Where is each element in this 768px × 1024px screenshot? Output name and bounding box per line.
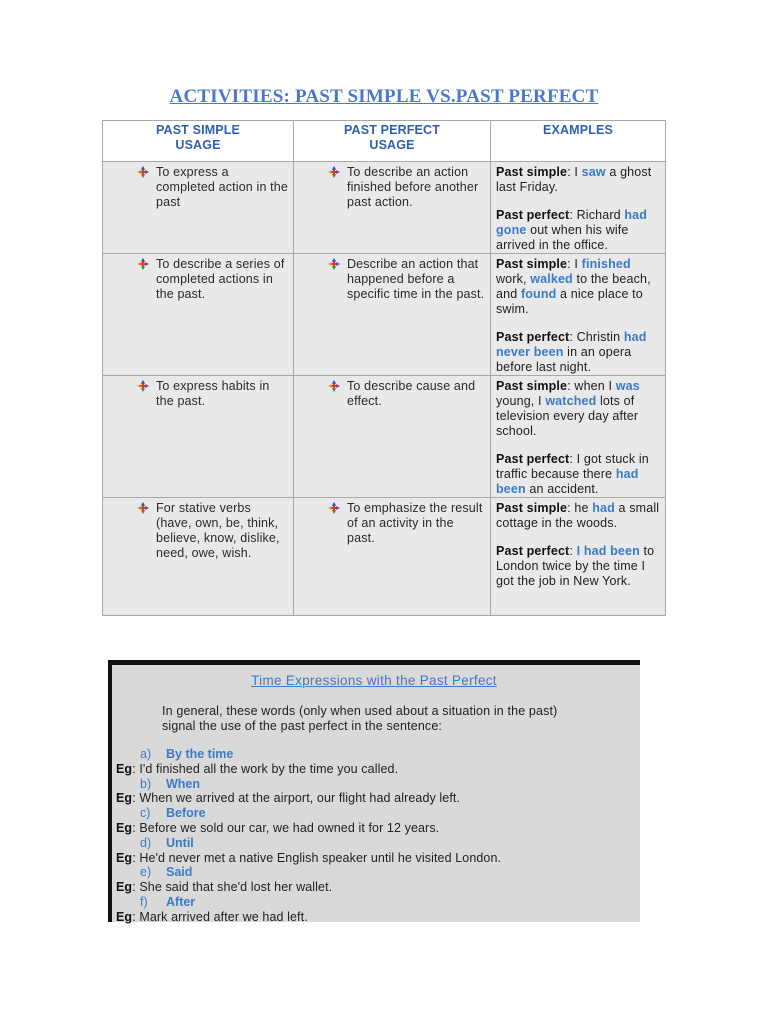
- time-expression-item: [112, 865, 640, 880]
- four-way-arrow-bullet-icon: [136, 501, 150, 515]
- past-simple-example-label: Past simple: [496, 379, 568, 393]
- past-perfect-example-label: Past perfect: [496, 208, 570, 222]
- expression-example: [112, 762, 640, 777]
- comparison-table: [102, 120, 666, 616]
- four-way-arrow-bullet-icon: [136, 165, 150, 179]
- example-text: : Christin: [569, 330, 624, 344]
- example-text: in an opera before last night.: [496, 345, 632, 374]
- example-spacer: [496, 195, 660, 208]
- time-expressions-panel: [108, 660, 640, 922]
- expression-letter: d): [140, 835, 152, 850]
- panel-title: Time Expressions with the Past Perfect: [251, 673, 497, 688]
- eg-sentence: : Before we sold our car, we had owned it for 12 years.: [132, 820, 440, 835]
- expression-letter: a): [140, 747, 152, 761]
- past-simple-usage-cell-bullet: [108, 257, 288, 302]
- four-way-arrow-bullet-icon: [136, 379, 150, 393]
- eg-label: Eg: [116, 850, 133, 865]
- expression-phrase: After: [166, 894, 196, 909]
- past-simple-example: [496, 165, 660, 195]
- expression-letter: e): [140, 865, 152, 880]
- past-perfect-example: [496, 544, 660, 589]
- past-simple-usage-cell-bullet: [108, 501, 288, 561]
- highlighted-verb: finished: [581, 257, 631, 271]
- past-simple-usage-cell-text: For stative verbs (have, own, be, think, believe, know, dislike, need, owe, wish.: [156, 501, 280, 560]
- eg-label: Eg: [116, 761, 133, 776]
- header-past-perfect-line2: USAGE: [369, 138, 415, 152]
- past-perfect-usage-cell-text: To emphasize the result of an activity in the past.: [347, 501, 483, 545]
- highlighted-verb: saw: [581, 165, 606, 179]
- table-row: [103, 376, 666, 498]
- example-text: : he: [567, 501, 593, 515]
- example-text: : I: [567, 165, 582, 179]
- past-perfect-usage-cell: [294, 376, 491, 498]
- examples-cell: [491, 376, 666, 498]
- past-perfect-usage-cell-bullet: [299, 257, 485, 302]
- eg-label: Eg: [116, 909, 133, 924]
- expression-phrase: Said: [166, 865, 193, 880]
- highlighted-verb: had: [592, 501, 615, 515]
- eg-sentence: : He'd never met a native English speaker until he visited London.: [132, 850, 502, 865]
- example-text: :: [569, 544, 577, 558]
- examples-cell: [491, 498, 666, 616]
- past-simple-example: [496, 257, 660, 317]
- four-way-arrow-bullet-icon: [136, 257, 150, 271]
- past-simple-usage-cell: [103, 376, 294, 498]
- example-text: : I: [567, 257, 582, 271]
- example-text: young, I: [496, 394, 546, 408]
- header-past-perfect-usage: [294, 121, 491, 162]
- past-simple-example: [496, 501, 660, 531]
- header-past-perfect-line1: PAST PERFECT: [343, 123, 441, 137]
- example-text: a ghost last Friday.: [496, 165, 652, 194]
- past-perfect-usage-cell-text: To describe an action finished before another past action.: [347, 165, 479, 209]
- time-expression-item: [112, 836, 640, 851]
- past-perfect-usage-cell-text: Describe an action that happened before a specific time in the past.: [347, 257, 485, 301]
- example-text: : Richard: [569, 208, 625, 222]
- highlighted-verb: watched: [545, 394, 597, 408]
- header-past-simple-usage: [103, 121, 294, 162]
- time-expression-item: [112, 806, 640, 821]
- four-way-arrow-bullet-icon: [327, 165, 341, 179]
- past-perfect-usage-cell-bullet: [299, 165, 485, 210]
- past-simple-usage-cell-bullet: [108, 165, 288, 210]
- past-simple-example-label: Past simple: [496, 501, 568, 515]
- highlighted-verb: had gone: [496, 208, 648, 237]
- expression-example: [112, 791, 640, 806]
- past-perfect-usage-cell-bullet: [299, 501, 485, 546]
- example-text: to the beach, and: [496, 272, 651, 301]
- past-simple-example: [496, 379, 660, 439]
- expression-example: [112, 880, 640, 895]
- example-text: an accident.: [525, 482, 599, 496]
- eg-label: Eg: [116, 791, 133, 806]
- highlighted-verb: had been: [496, 467, 639, 496]
- four-way-arrow-bullet-icon: [327, 257, 341, 271]
- table-row: [103, 498, 666, 616]
- past-simple-usage-cell-text: To express habits in the past.: [156, 379, 270, 408]
- examples-cell: [491, 162, 666, 254]
- expression-example: [112, 910, 640, 925]
- eg-sentence: : She said that she'd lost her wallet.: [132, 880, 333, 895]
- eg-sentence: : I'd finished all the work by the time you called.: [132, 761, 399, 776]
- expression-example: [112, 821, 640, 836]
- eg-label: Eg: [116, 820, 133, 835]
- time-expression-item: [112, 777, 640, 792]
- header-examples-label: EXAMPLES: [543, 123, 613, 137]
- panel-intro: In general, these words (only when used about a situation in the past) signal the use of the past perfect in the sentence:: [162, 704, 558, 733]
- past-perfect-example: [496, 330, 660, 375]
- expression-example: [112, 851, 640, 866]
- example-text: a small cottage in the woods.: [496, 501, 660, 530]
- past-simple-usage-cell-text: To express a completed action in the past: [156, 165, 289, 209]
- past-perfect-usage-cell: [294, 498, 491, 616]
- expression-phrase: Until: [166, 835, 194, 850]
- example-spacer: [496, 439, 660, 452]
- example-spacer: [496, 317, 660, 330]
- example-text: to London twice by the time I got the job in New York.: [496, 544, 655, 588]
- example-text: : when I: [567, 379, 616, 393]
- past-simple-usage-cell: [103, 254, 294, 376]
- past-perfect-usage-cell-bullet: [299, 379, 485, 409]
- highlighted-verb: walked: [530, 272, 573, 286]
- highlighted-verb: was: [615, 379, 640, 393]
- time-expressions-list: [112, 747, 640, 925]
- past-perfect-example: [496, 452, 660, 497]
- past-simple-usage-cell-bullet: [108, 379, 288, 409]
- past-simple-usage-cell-text: To describe a series of completed actions in the past.: [156, 257, 285, 301]
- eg-sentence: : Mark arrived after we had left.: [132, 909, 308, 924]
- expression-phrase: Before: [166, 806, 206, 821]
- time-expression-item: [112, 747, 640, 762]
- highlighted-verb: found: [520, 287, 557, 301]
- highlighted-verb: I had been: [576, 544, 640, 558]
- examples-cell: [491, 254, 666, 376]
- example-text: out when his wife arrived in the office.: [496, 223, 629, 252]
- past-perfect-example-label: Past perfect: [496, 330, 570, 344]
- four-way-arrow-bullet-icon: [327, 501, 341, 515]
- expression-phrase: By the time: [166, 747, 234, 761]
- table-row: [103, 162, 666, 254]
- example-text: : I got stuck in traffic because there: [496, 452, 649, 481]
- past-perfect-example-label: Past perfect: [496, 544, 570, 558]
- past-perfect-usage-cell: [294, 162, 491, 254]
- example-spacer: [496, 531, 660, 544]
- past-simple-example-label: Past simple: [496, 165, 568, 179]
- eg-label: Eg: [116, 880, 133, 895]
- past-simple-usage-cell: [103, 162, 294, 254]
- expression-letter: c): [140, 806, 151, 821]
- past-simple-example-label: Past simple: [496, 257, 568, 271]
- eg-sentence: : When we arrived at the airport, our flight had already left.: [132, 791, 461, 806]
- highlighted-verb: had never been: [496, 330, 647, 359]
- example-text: a nice place to swim.: [496, 287, 643, 316]
- past-perfect-example: [496, 208, 660, 253]
- example-text: work,: [496, 272, 531, 286]
- past-simple-usage-cell: [103, 498, 294, 616]
- header-past-simple-line1: PAST SIMPLE: [155, 123, 241, 137]
- table-header-row: [103, 121, 666, 162]
- past-perfect-example-label: Past perfect: [496, 452, 570, 466]
- expression-phrase: When: [166, 776, 201, 791]
- four-way-arrow-bullet-icon: [327, 379, 341, 393]
- time-expression-item: [112, 895, 640, 910]
- expression-letter: b): [140, 776, 152, 791]
- past-perfect-usage-cell-text: To describe cause and effect.: [347, 379, 476, 408]
- page-title: ACTIVITIES: PAST SIMPLE VS.PAST PERFECT: [169, 86, 599, 107]
- example-text: lots of television every day after school.: [496, 394, 639, 438]
- header-examples: [491, 121, 666, 162]
- header-past-simple-line2: USAGE: [175, 138, 221, 152]
- expression-letter: f): [140, 894, 148, 909]
- past-perfect-usage-cell: [294, 254, 491, 376]
- table-row: [103, 254, 666, 376]
